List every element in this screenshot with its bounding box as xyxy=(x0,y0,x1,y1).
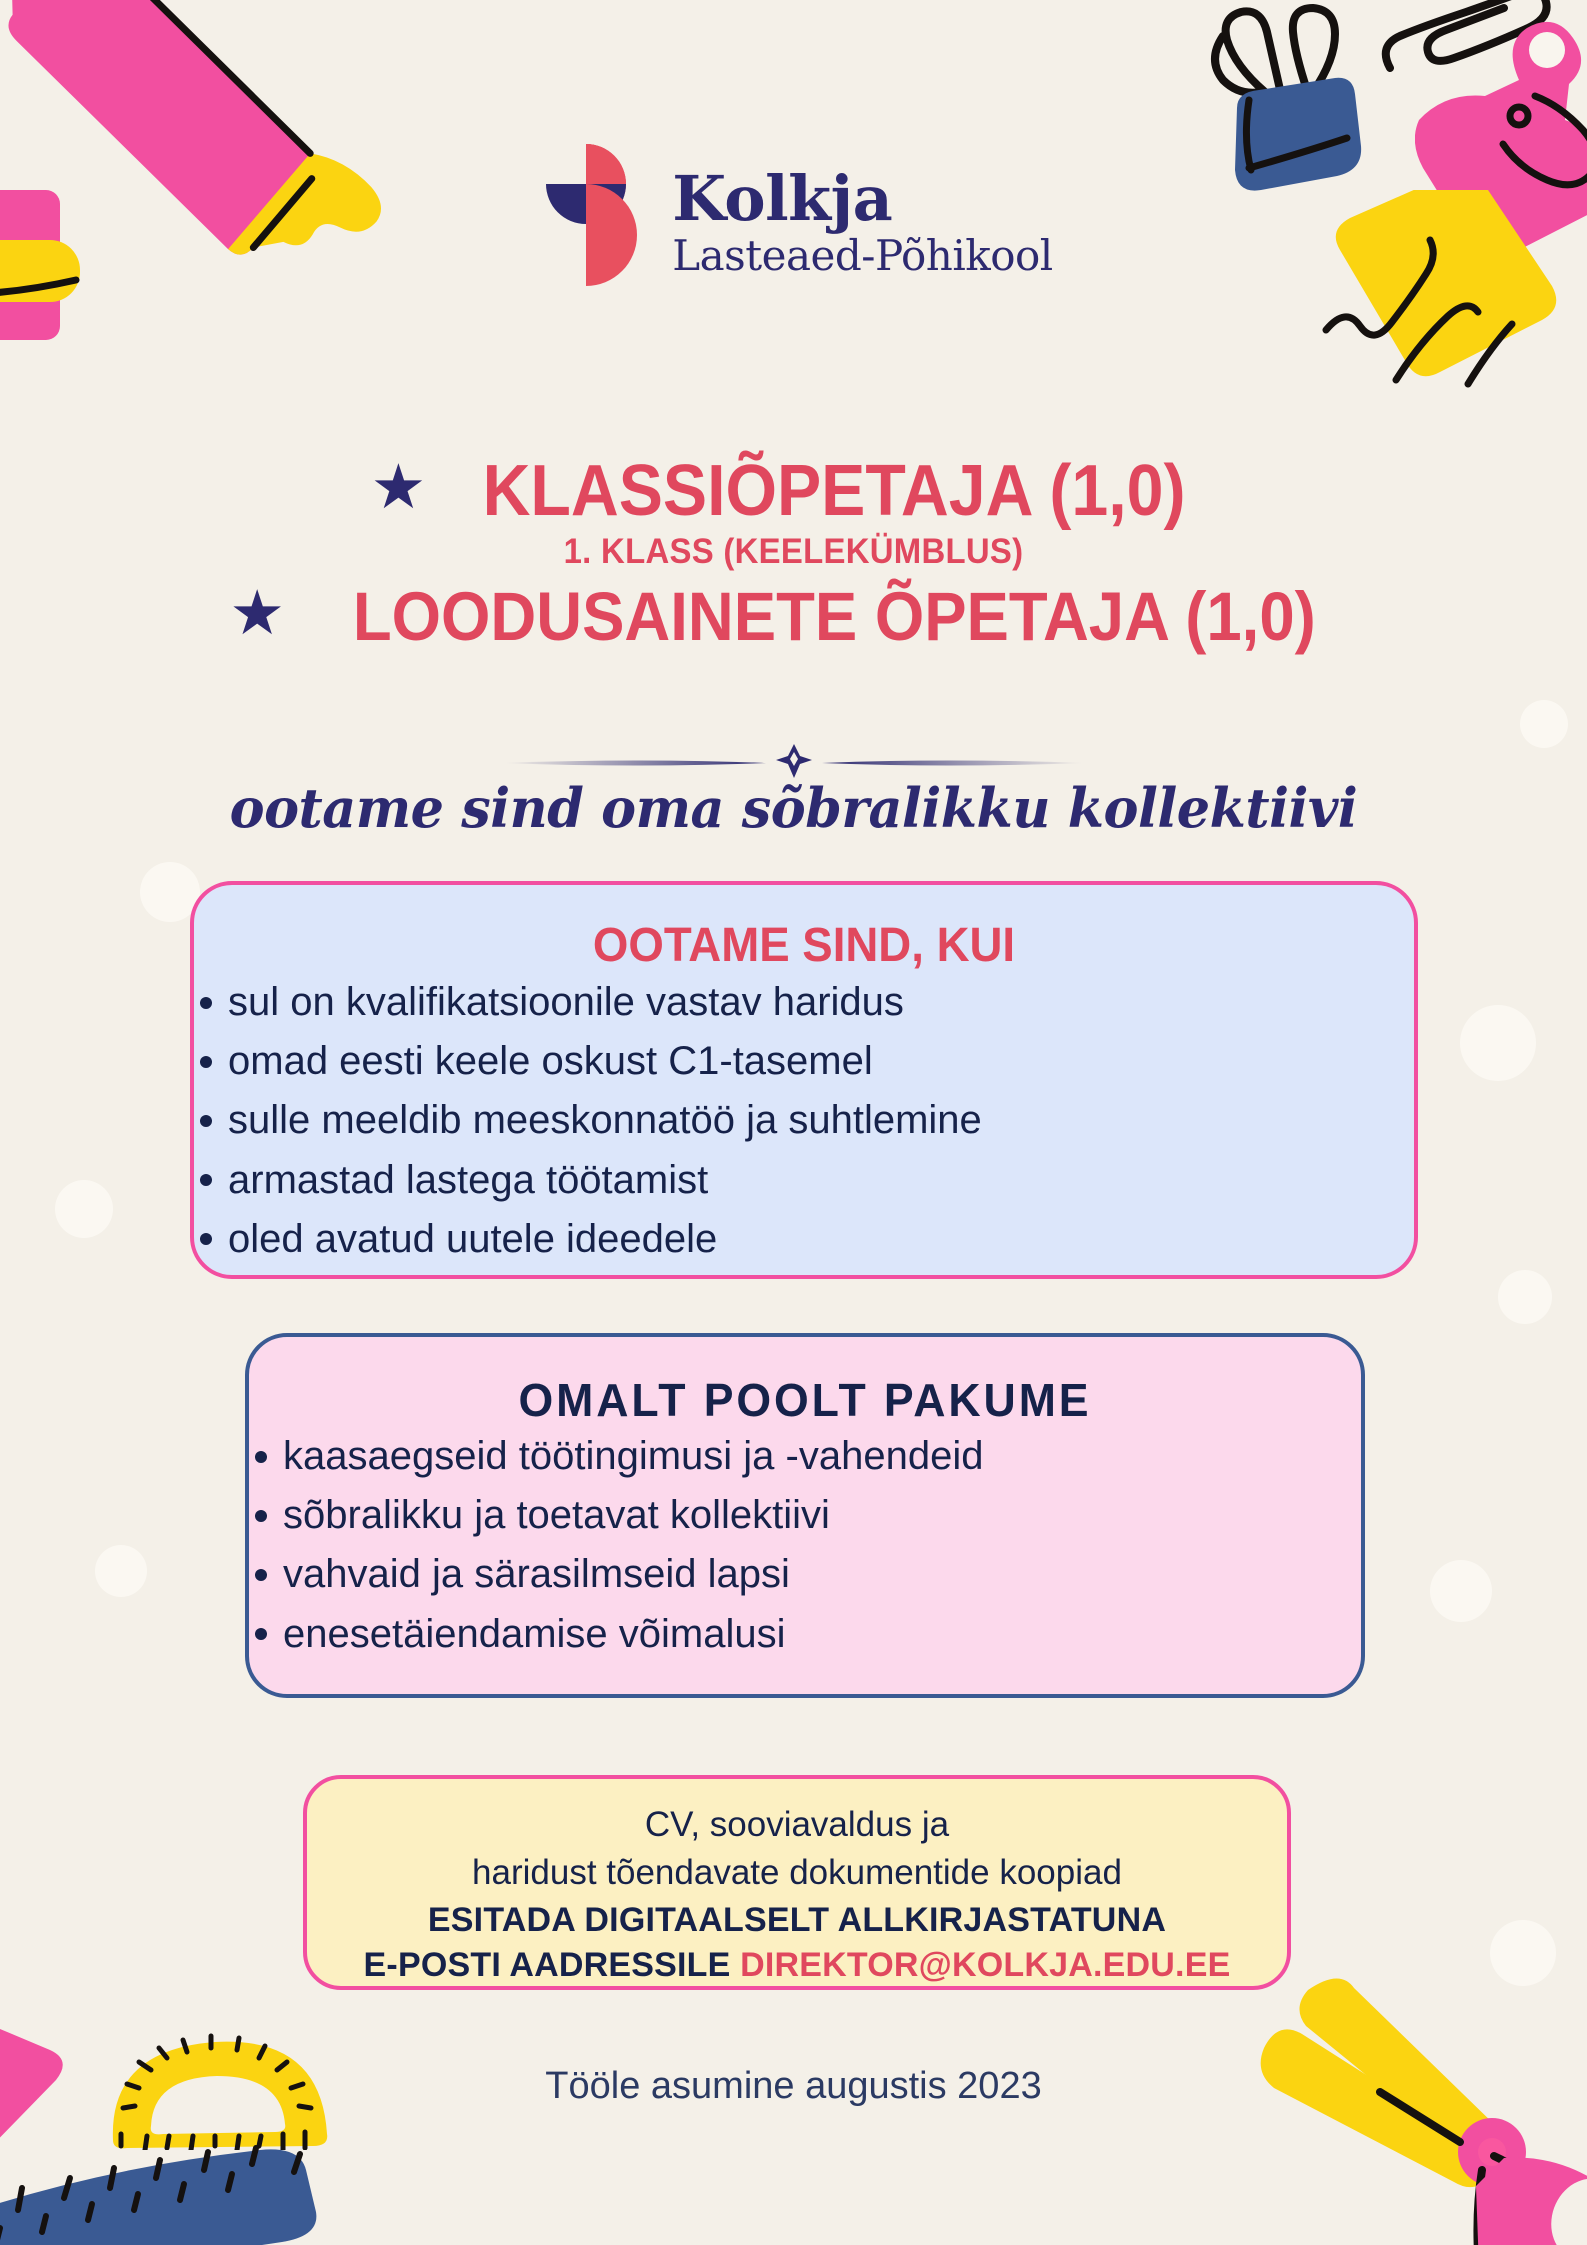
headlines xyxy=(0,451,1587,656)
background-dot xyxy=(1460,1005,1536,1081)
kolkja-pinwheel-logo-icon xyxy=(534,140,654,290)
headline-row-1 xyxy=(0,451,1587,531)
list-item: oled avatud uutele ideedele xyxy=(194,1210,1414,1269)
star-icon: ★ xyxy=(229,578,285,648)
position-subtitle-1: 1. KLASS (KEELEKÜMBLUS) xyxy=(563,532,1024,572)
tagline: ootame sind oma sõbralikku kollektiivi xyxy=(229,776,1358,840)
contact-line-3: ESITADA DIGITAALSELT ALLKIRJASTATUNA xyxy=(427,1900,1167,1939)
offer-list xyxy=(249,1427,1361,1664)
paper-clip-icon xyxy=(1370,0,1587,130)
list-item: vahvaid ja särasilmseid lapsi xyxy=(249,1545,1361,1604)
logo-subtitle: Lasteaed-Põhikool xyxy=(672,231,1053,280)
background-dot xyxy=(1520,700,1568,748)
position-title-2: LOODUSAINETE ÕPETAJA (1,0) xyxy=(352,578,1316,656)
requirements-title: OOTAME SIND, KUI xyxy=(592,919,1016,972)
list-item: sõbralikku ja toetavat kollektiivi xyxy=(249,1486,1361,1545)
blue-ruler-icon xyxy=(0,2120,380,2245)
logo xyxy=(0,140,1587,290)
list-item: omad eesti keele oskust C1-tasemel xyxy=(194,1032,1414,1091)
headline-row-2 xyxy=(0,578,1587,656)
list-item: kaasaegseid töötingimusi ja -vahendeid xyxy=(249,1427,1361,1486)
contact-box xyxy=(303,1775,1291,1990)
requirements-list xyxy=(194,973,1414,1269)
background-dot xyxy=(1498,1270,1552,1324)
star-icon: ★ xyxy=(370,452,427,522)
requirements-box xyxy=(190,881,1418,1279)
background-dot xyxy=(1490,1920,1556,1986)
contact-email-prefix: E-POSTI AADRESSILE xyxy=(363,1946,741,1985)
list-item: armastad lastega töötamist xyxy=(194,1151,1414,1210)
position-title-1: KLASSIÕPETAJA (1,0) xyxy=(482,451,1186,531)
contact-line-4 xyxy=(307,1943,1287,1989)
list-item: sul on kvalifikatsioonile vastav haridus xyxy=(194,973,1414,1032)
background-dot xyxy=(95,1545,147,1597)
background-dot xyxy=(55,1180,113,1238)
contact-line-1: CV, sooviavaldus ja xyxy=(644,1805,950,1844)
contact-email-address[interactable]: DIREKTOR@KOLKJA.EDU.EE xyxy=(740,1946,1231,1985)
list-item: sulle meeldib meeskonnatöö ja suhtlemine xyxy=(194,1091,1414,1150)
offer-box xyxy=(245,1333,1365,1698)
contact-line-2: haridust tõendavate dokumentide koopiad xyxy=(472,1853,1122,1893)
logo-name: Kolkja xyxy=(672,162,893,235)
offer-title: OMALT POOLT PAKUME xyxy=(518,1374,1092,1426)
start-date-note: Tööle asumine augustis 2023 xyxy=(545,2065,1042,2107)
list-item: enesetäiendamise võimalusi xyxy=(249,1605,1361,1664)
background-dot xyxy=(1430,1560,1492,1622)
